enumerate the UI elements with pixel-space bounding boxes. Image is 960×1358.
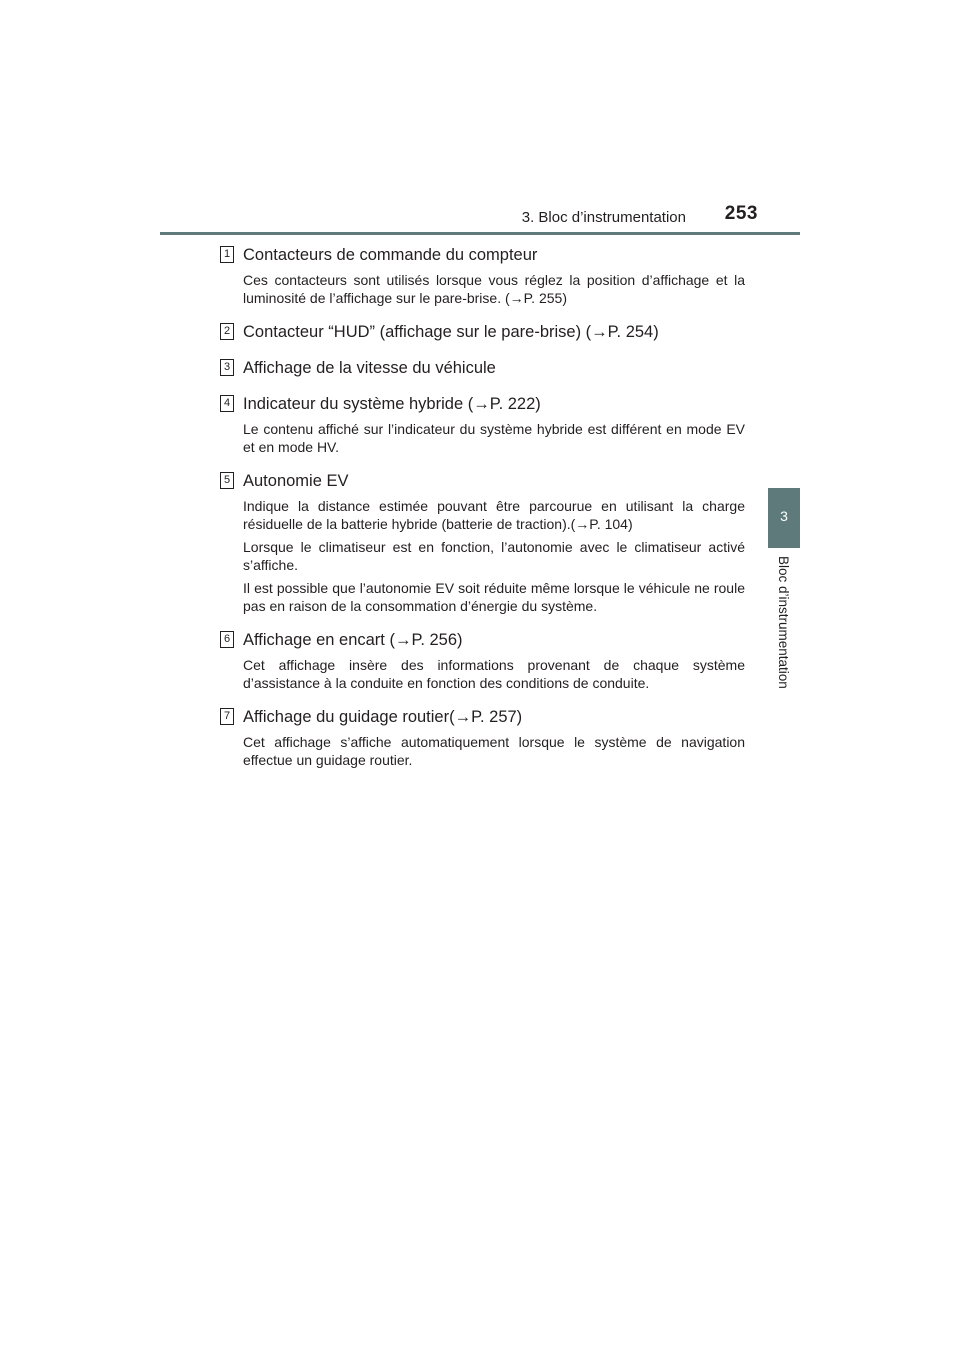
chapter-tab — [768, 488, 800, 548]
item-title: Contacteur “HUD” (affichage sur le pare-brise) (→P. 254) — [243, 323, 659, 341]
item-title: Contacteurs de commande du compteur — [243, 246, 538, 264]
item-number-badge: 1 — [220, 246, 234, 263]
item-number-badge: 6 — [220, 631, 234, 648]
page-number: 253 — [724, 203, 758, 224]
chapter-label-text: Bloc d’instrumentation — [776, 556, 791, 689]
list-item — [220, 706, 745, 769]
item-number-badge: 5 — [220, 472, 234, 489]
item-number-badge: 4 — [220, 395, 234, 412]
section-title: 3. Bloc d’instrumentation — [521, 209, 686, 226]
item-description: Il est possible que l’autonomie EV soit réduite même lorsque le véhicule ne roule pas en raison de la consommation d’énergie du système. — [243, 580, 745, 614]
item-list — [220, 244, 745, 775]
list-item — [220, 470, 745, 615]
item-heading — [220, 629, 745, 651]
list-item — [220, 357, 745, 379]
item-heading — [220, 470, 745, 492]
list-item — [220, 321, 745, 343]
item-description: Cet affichage s’affiche automatiquement lorsque le système de navigation effectue un guidage routier. — [243, 734, 745, 768]
chapter-label — [768, 556, 800, 706]
item-description: Lorsque le climatiseur est en fonction, l’autonomie avec le climatiseur activé s’affiche. — [243, 539, 745, 573]
item-description: Le contenu affiché sur l’indicateur du système hybride est différent en mode EV et en mode HV. — [243, 421, 745, 455]
item-heading — [220, 706, 745, 728]
list-item — [220, 629, 745, 692]
item-title: Autonomie EV — [243, 472, 349, 490]
header-divider — [160, 232, 800, 235]
item-heading — [220, 244, 745, 266]
page-header — [160, 202, 800, 232]
item-title: Affichage de la vitesse du véhicule — [243, 359, 496, 377]
item-title: Affichage du guidage routier(→P. 257) — [243, 708, 523, 726]
item-description: Cet affichage insère des informations provenant de chaque système d’assistance à la conduite en fonction des conditions de conduite. — [243, 657, 745, 691]
item-heading — [220, 393, 745, 415]
item-description: Indique la distance estimée pouvant être parcourue en utilisant la charge résiduelle de la batterie hybride (batterie de traction).(→P. 104) — [243, 498, 745, 532]
item-heading — [220, 321, 745, 343]
item-title: Affichage en encart (→P. 256) — [243, 631, 463, 649]
chapter-number: 3 — [780, 508, 788, 524]
item-title: Indicateur du système hybride (→P. 222) — [243, 395, 541, 413]
item-description: Ces contacteurs sont utilisés lorsque vous réglez la position d’affichage et la luminosité de l’affichage sur le pare-brise. (→P. 255) — [243, 272, 745, 306]
list-item — [220, 244, 745, 307]
item-number-badge: 2 — [220, 323, 234, 340]
item-heading — [220, 357, 745, 379]
list-item — [220, 393, 745, 456]
item-number-badge: 7 — [220, 708, 234, 725]
item-number-badge: 3 — [220, 359, 234, 376]
